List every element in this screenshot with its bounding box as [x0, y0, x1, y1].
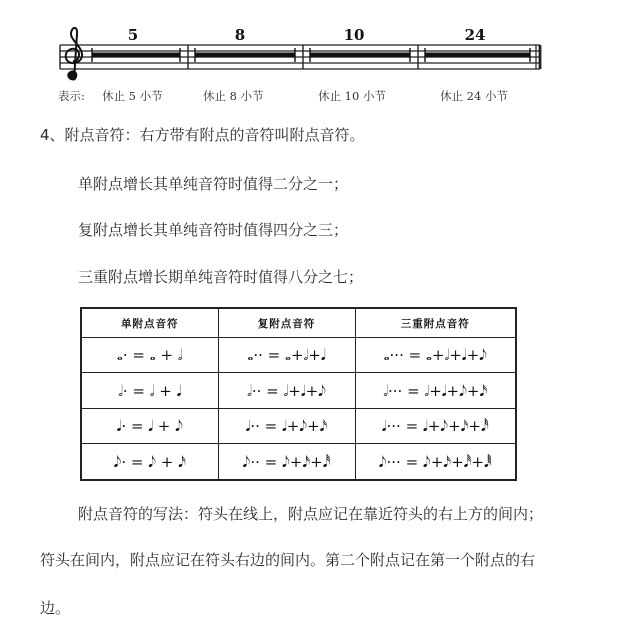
measure-number: 8: [234, 26, 246, 44]
table-header: 三重附点音符: [355, 308, 516, 338]
measure-number: 10: [343, 26, 365, 44]
note-equation: 𝅘𝅥𝅮·· = 𝅘𝅥𝅮+𝅘𝅥𝅯+𝅘𝅥𝅰: [218, 444, 355, 480]
table-header-row: [81, 308, 516, 338]
rest-caption-label: 表示:: [58, 89, 85, 103]
writing-rule-line: 边。: [40, 599, 71, 617]
note-equation: 𝅘𝅥·· = 𝅘𝅥+𝅘𝅥𝅮+𝅘𝅥𝅯: [218, 408, 355, 443]
rest-caption: 休止 5 小节: [102, 89, 163, 103]
table-row: [81, 444, 516, 480]
rest-bars: [92, 53, 530, 58]
table-row: [81, 373, 516, 408]
note-equation: 𝅝··· = 𝅝+𝅗𝅥+𝅘𝅥+𝅘𝅥𝅮: [355, 338, 516, 373]
note-equation: 𝅗𝅥· = 𝅗𝅥 + 𝅘𝅥: [81, 373, 218, 408]
section-heading: 4、附点音符：右方带有附点的音符叫附点音符。: [40, 126, 365, 144]
treble-clef-icon: [66, 28, 82, 80]
table-header: 复附点音符: [218, 308, 355, 338]
table-row: [81, 408, 516, 443]
note-equation: 𝅘𝅥𝅮· = 𝅘𝅥𝅮 + 𝅘𝅥𝅯: [81, 444, 218, 480]
rest-caption: 休止 8 小节: [203, 89, 264, 103]
table-header: 单附点音符: [81, 308, 218, 338]
table-row: [81, 338, 516, 373]
note-equation: 𝅘𝅥· = 𝅘𝅥 + 𝅘𝅥𝅮: [81, 408, 218, 443]
rule-line: 复附点增长其单纯音符时值得四分之三；: [78, 221, 349, 239]
dotted-note-table: [80, 307, 517, 481]
note-equation: 𝅝· = 𝅝 + 𝅗𝅥: [81, 338, 218, 373]
note-equation: 𝅘𝅥𝅮··· = 𝅘𝅥𝅮+𝅘𝅥𝅯+𝅘𝅥𝅰+𝅘𝅥𝅱: [355, 444, 516, 480]
measure-number: 24: [464, 26, 486, 44]
writing-rule-line: 附点音符的写法：符头在线上，附点应记在靠近符头的右上方的间内；: [78, 505, 544, 523]
rest-caption: 休止 10 小节: [318, 89, 386, 103]
writing-rule-line: 符头在间内，附点应记在符头右边的间内。第二个附点记在第一个附点的右: [40, 551, 536, 569]
measure-number: 5: [127, 26, 139, 44]
multi-measure-rest-staff: [0, 0, 640, 90]
note-equation: 𝅝·· = 𝅝+𝅗𝅥+𝅘𝅥: [218, 338, 355, 373]
rule-line: 单附点增长其单纯音符时值得二分之一；: [78, 175, 349, 193]
rule-line: 三重附点增长期单纯音符时值得八分之七；: [78, 268, 364, 286]
rest-caption: 休止 24 小节: [440, 89, 508, 103]
note-equation: 𝅘𝅥··· = 𝅘𝅥+𝅘𝅥𝅮+𝅘𝅥𝅯+𝅘𝅥𝅰: [355, 408, 516, 443]
note-equation: 𝅗𝅥·· = 𝅗𝅥+𝅘𝅥+𝅘𝅥𝅮: [218, 373, 355, 408]
note-equation: 𝅗𝅥··· = 𝅗𝅥+𝅘𝅥+𝅘𝅥𝅮+𝅘𝅥𝅯: [355, 373, 516, 408]
